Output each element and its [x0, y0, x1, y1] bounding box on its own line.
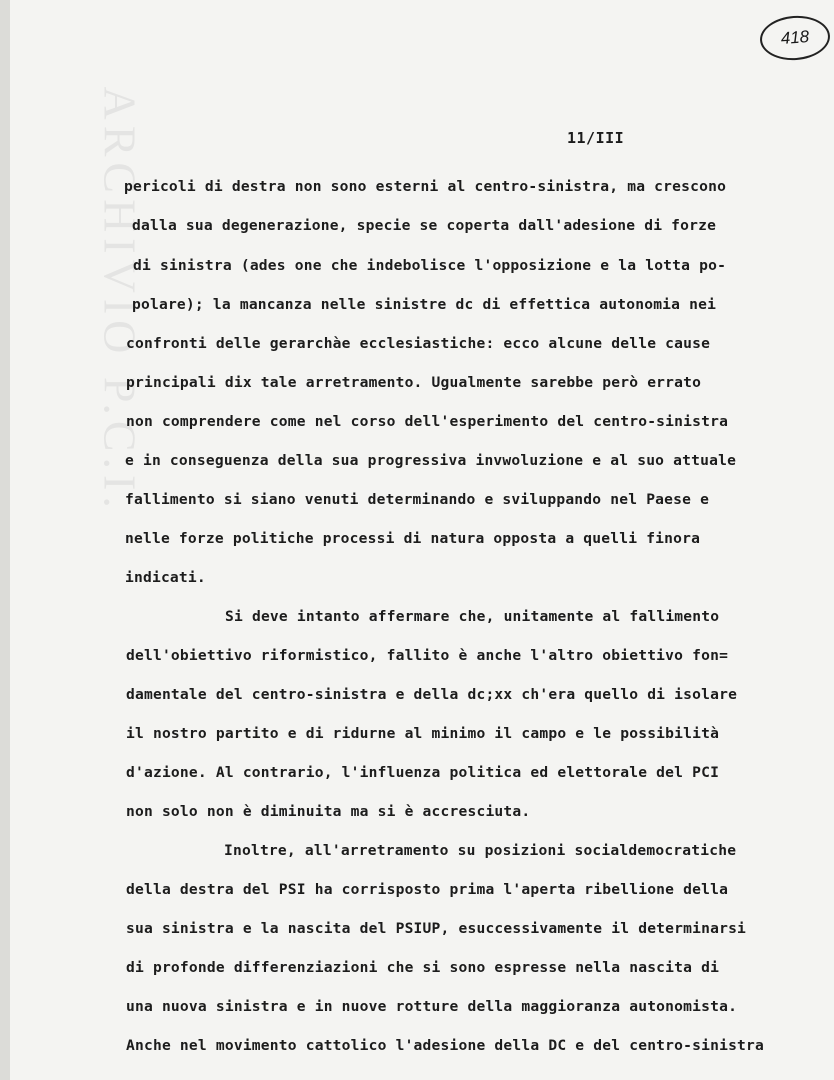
text-line: il nostro partito e di ridurne al minimo il campo e le possibilità — [126, 725, 720, 742]
page-edge — [0, 0, 10, 1080]
text-line: Anche nel movimento cattolico l'adesione della DC e del centro-sinistra — [126, 1037, 765, 1054]
page-number: 11/III — [567, 129, 625, 147]
text-line: dell'obiettivo riformistico, fallito è anche l'altro obiettivo fon= — [126, 647, 729, 664]
text-line: sua sinistra e la nascita del PSIUP, esuccessivamente il determinarsi — [126, 920, 747, 937]
text-line: indicati. — [125, 569, 206, 586]
text-line: dalla sua degenerazione, specie se coperta dall'adesione di forze — [132, 217, 717, 234]
archive-watermark: ARCHIVIO P.C.I. — [94, 86, 146, 514]
text-line: di sinistra (ades one che indebolisce l'opposizione e la lotta po- — [133, 257, 727, 274]
text-line: d'azione. Al contrario, l'influenza politica ed elettorale del PCI — [126, 764, 720, 781]
text-line: non comprendere come nel corso dell'esperimento del centro-sinistra — [126, 413, 729, 430]
text-line: e in conseguenza della sua progressiva invwoluzione e al suo attuale — [125, 452, 737, 469]
text-line: Inoltre, all'arretramento su posizioni socialdemocratiche — [224, 842, 737, 859]
text-line: pericoli di destra non sono esterni al centro-sinistra, ma crescono — [124, 178, 727, 195]
text-line: damentale del centro-sinistra e della dc;xx ch'era quello di isolare — [126, 686, 738, 703]
archive-number-stamp: 418 — [759, 14, 832, 63]
text-line: polare); la mancanza nelle sinistre dc di effettica autonomia nei — [132, 296, 717, 313]
text-line: nelle forze politiche processi di natura opposta a quelli finora — [125, 530, 701, 547]
text-line: Si deve intanto affermare che, unitamente al fallimento — [225, 608, 720, 625]
text-line: di profonde differenziazioni che si sono espresse nella nascita di — [126, 959, 720, 976]
text-line: della destra del PSI ha corrisposto prima l'aperta ribellione della — [126, 881, 729, 898]
text-line: non solo non è diminuita ma si è accresciuta. — [126, 803, 531, 820]
text-line: fallimento si siano venuti determinando e sviluppando nel Paese e — [125, 491, 710, 508]
text-line: una nuova sinistra e in nuove rotture della maggioranza autonomista. — [126, 998, 738, 1015]
text-line: confronti delle gerarchàe ecclesiastiche: ecco alcune delle cause — [126, 335, 711, 352]
text-line: principali dix tale arretramento. Ugualmente sarebbe però errato — [126, 374, 702, 391]
